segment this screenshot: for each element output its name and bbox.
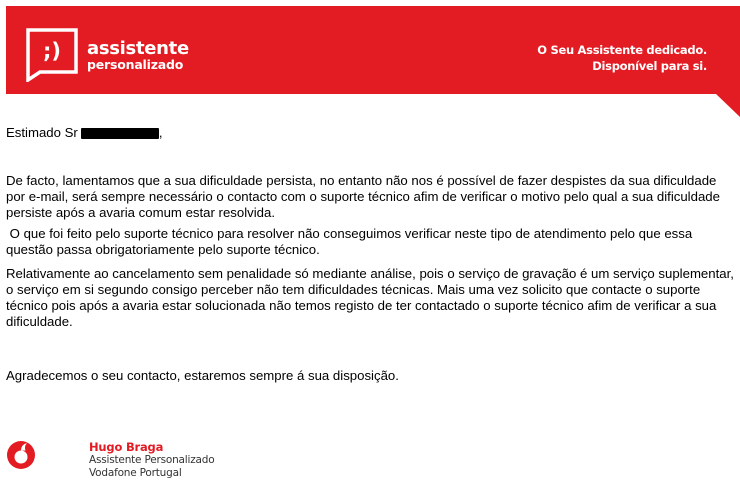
header-tagline bbox=[537, 42, 707, 74]
signature-name: Hugo Braga bbox=[89, 440, 164, 454]
email-signature bbox=[0, 437, 300, 487]
signature-text bbox=[89, 440, 214, 480]
redacted-name bbox=[81, 128, 159, 139]
brand-line-1: assistente bbox=[87, 38, 189, 59]
closing-line: Agradecemos o seu contacto, estaremos sempre á sua disposição. bbox=[6, 368, 399, 383]
tagline-line-2: Disponível para si. bbox=[592, 59, 707, 73]
tagline-line-1: O Seu Assistente dedicado. bbox=[537, 43, 707, 57]
email-body bbox=[6, 125, 736, 383]
greeting-prefix: Estimado Sr bbox=[6, 125, 78, 140]
brand-wordmark bbox=[87, 40, 189, 72]
paragraph-2: O que foi feito pelo suporte técnico para resolver não conseguimos verificar neste tipo de atendimento pelo que essa questão passa obrigatoriamente pelo suporte técnico. bbox=[6, 226, 696, 257]
svg-text:;): ;) bbox=[43, 39, 61, 63]
brand-line-2: personalizado bbox=[87, 57, 184, 72]
greeting bbox=[6, 125, 736, 141]
banner-speech-tail bbox=[715, 93, 740, 117]
signature-company: Vodafone Portugal bbox=[89, 467, 182, 479]
speech-bubble-smiley-icon bbox=[26, 28, 78, 82]
paragraph-3: Relativamente ao cancelamento sem penalidade só mediante análise, pois o serviço de gravação é um serviço suplementar, o serviço em si segundo consigo perceber não tem dificuldades técnicas. Mais uma vez solicito que contacte o suporte técnico pois após a avaria estar solucionada não temos registo de ter contactado o suporte técnico afim de verificar a sua dificuldade. bbox=[6, 266, 734, 329]
signature-role: Assistente Personalizado bbox=[89, 454, 215, 466]
paragraph-1: De facto, lamentamos que a sua dificuldade persista, no entanto não nos é possível de fazer despistes da sua dificuldade por e-mail, será sempre necessário o contacto com o suporte técnico afim de verificar o motivo pelo qual a sua dificuldade persiste após a avaria comum estar resolvida. bbox=[6, 173, 720, 220]
vodafone-logo-icon bbox=[6, 440, 36, 470]
greeting-suffix: , bbox=[158, 125, 163, 140]
